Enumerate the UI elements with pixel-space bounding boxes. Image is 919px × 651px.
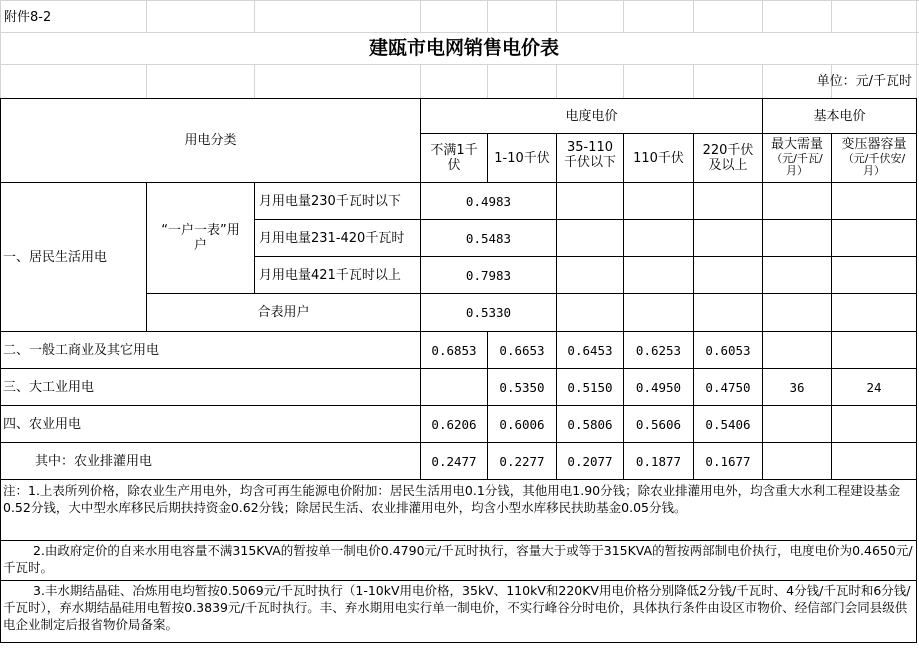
note-3: 3.丰水期结晶硅、冶炼用电均暂按0.5069元/千瓦时执行（1-10kV用电价格，35kV、110kV和220KV用电价格分别降低2分钱/千瓦时、4分钱/千瓦时和6分钱/千瓦时），弃水期结晶硅用电暂按0.3839元/千瓦时执行。丰、弃水期用电实行单一制电价，不实行峰谷分时电价，具体执行条件由设区市物价、经信部门会同县级供电企业制定后报省物价局备案。 bbox=[3, 583, 911, 632]
attachment-label: 附件8-2 bbox=[4, 9, 52, 25]
gridline bbox=[0, 0, 1, 98]
unit-label: 单位：元/千瓦时 bbox=[816, 74, 912, 89]
price-cell: 0.6053 bbox=[705, 342, 751, 358]
demand-cell bbox=[763, 332, 831, 368]
gridline bbox=[556, 0, 557, 32]
header-voltage-col: 不满1千伏 bbox=[430, 143, 478, 173]
price-cell: 0.1877 bbox=[635, 453, 682, 469]
gridline bbox=[831, 0, 832, 32]
header-transformer-unit: （元/千伏安/月） bbox=[842, 152, 906, 177]
gridline bbox=[916, 0, 917, 98]
header-max-demand bbox=[763, 134, 831, 182]
price-cell: 0.6253 bbox=[635, 342, 682, 358]
header-category: 用电分类 bbox=[184, 133, 237, 148]
gridline bbox=[146, 0, 147, 32]
combined-meter-label: 合表用户 bbox=[257, 305, 310, 320]
table-border bbox=[0, 540, 917, 541]
price-cell: 0.5806 bbox=[567, 416, 613, 432]
gridline bbox=[420, 0, 421, 32]
price-cell bbox=[421, 369, 487, 405]
gridline bbox=[0, 0, 919, 1]
row-label: 三、大工业用电 bbox=[3, 379, 95, 395]
transformer-cell bbox=[832, 443, 916, 479]
tier-price: 0.7983 bbox=[465, 267, 512, 283]
tier-label: 月用电量231-420千瓦时 bbox=[259, 230, 405, 246]
price-cell: 0.2077 bbox=[567, 453, 613, 469]
header-voltage-col: 220千伏及以上 bbox=[702, 143, 754, 173]
demand-cell bbox=[763, 443, 831, 479]
price-cell: 0.5606 bbox=[635, 416, 682, 432]
row-label: 其中：农业排灌用电 bbox=[35, 453, 153, 469]
table-border bbox=[0, 580, 917, 581]
gridline bbox=[693, 0, 694, 32]
transformer-cell bbox=[832, 332, 916, 368]
gridline bbox=[146, 64, 147, 98]
price-cell: 0.4750 bbox=[705, 379, 751, 395]
note-1: 注：1.上表所列价格，除农业生产用电外，均含可再生能源电价附加：居民生活用电0.1分钱，其他用电1.90分钱；除农业排灌用电外，均含重大水利工程建设基金0.52分钱，大中型水库移民后期扶持资金0.62分钱；除居民生活、农业排灌用电外，均含小型水库移民扶助基金0.05分钱。 bbox=[3, 483, 901, 515]
price-cell: 0.2477 bbox=[431, 453, 477, 469]
gridline bbox=[487, 0, 488, 32]
table-border bbox=[0, 642, 917, 643]
gridline bbox=[254, 0, 255, 32]
price-cell: 0.1677 bbox=[705, 453, 751, 469]
demand-cell bbox=[763, 406, 831, 442]
header-max-demand-unit: （元/千瓦/月） bbox=[771, 152, 823, 177]
demand-cell: 36 bbox=[789, 379, 805, 395]
header-voltage-col: 1-10千伏 bbox=[494, 150, 550, 166]
header-transformer-label: 变压器容量 bbox=[841, 137, 907, 152]
transformer-cell bbox=[832, 406, 916, 442]
one-meter-label: “一户一表”用户 bbox=[161, 223, 240, 253]
tier-price: 0.5483 bbox=[465, 230, 512, 246]
gridline bbox=[623, 0, 624, 32]
page-title: 建瓯市电网销售电价表 bbox=[368, 37, 559, 59]
price-cell: 0.4950 bbox=[635, 379, 682, 395]
price-cell: 0.6006 bbox=[499, 416, 545, 432]
price-cell: 0.6653 bbox=[499, 342, 545, 358]
price-cell: 0.2277 bbox=[499, 453, 545, 469]
header-max-demand-label: 最大需量 bbox=[770, 137, 823, 152]
gridline bbox=[556, 64, 557, 98]
tier-price: 0.4983 bbox=[465, 193, 512, 209]
price-cell: 0.5406 bbox=[705, 416, 751, 432]
header-energy-price: 电度电价 bbox=[565, 108, 618, 124]
transformer-cell: 24 bbox=[866, 379, 882, 395]
tier-label: 月用电量421千瓦时以上 bbox=[259, 267, 401, 283]
table-border bbox=[916, 98, 917, 643]
header-voltage-col: 35-110千伏以下 bbox=[563, 140, 616, 170]
gridline bbox=[487, 64, 488, 98]
note-2: 2.由政府定价的自来水用电容量不满315KVA的暂按单一制电价0.4790元/千瓦时执行，容量大于或等于315KVA的暂按两部制电价执行，电度电价为0.4650元/千瓦时。 bbox=[3, 543, 913, 575]
header-voltage-col: 110千伏 bbox=[633, 150, 684, 166]
price-cell: 0.5350 bbox=[499, 379, 545, 395]
gridline bbox=[623, 64, 624, 98]
header-transformer bbox=[832, 134, 916, 182]
price-cell: 0.6453 bbox=[567, 342, 613, 358]
row-label: 四、农业用电 bbox=[3, 416, 82, 432]
row-label: 二、一般工商业及其它用电 bbox=[3, 342, 160, 358]
residential-label: 一、居民生活用电 bbox=[3, 249, 108, 265]
header-basic-price: 基本电价 bbox=[813, 108, 866, 124]
gridline bbox=[420, 64, 421, 98]
table-border bbox=[0, 479, 917, 480]
price-cell: 0.6206 bbox=[431, 416, 477, 432]
gridline bbox=[762, 0, 763, 32]
combined-meter-price: 0.5330 bbox=[465, 305, 512, 320]
tier-label: 月用电量230千瓦时以下 bbox=[259, 193, 401, 209]
price-cell: 0.5150 bbox=[567, 379, 613, 395]
gridline bbox=[693, 64, 694, 98]
price-cell: 0.6853 bbox=[431, 342, 477, 358]
gridline bbox=[254, 64, 255, 98]
